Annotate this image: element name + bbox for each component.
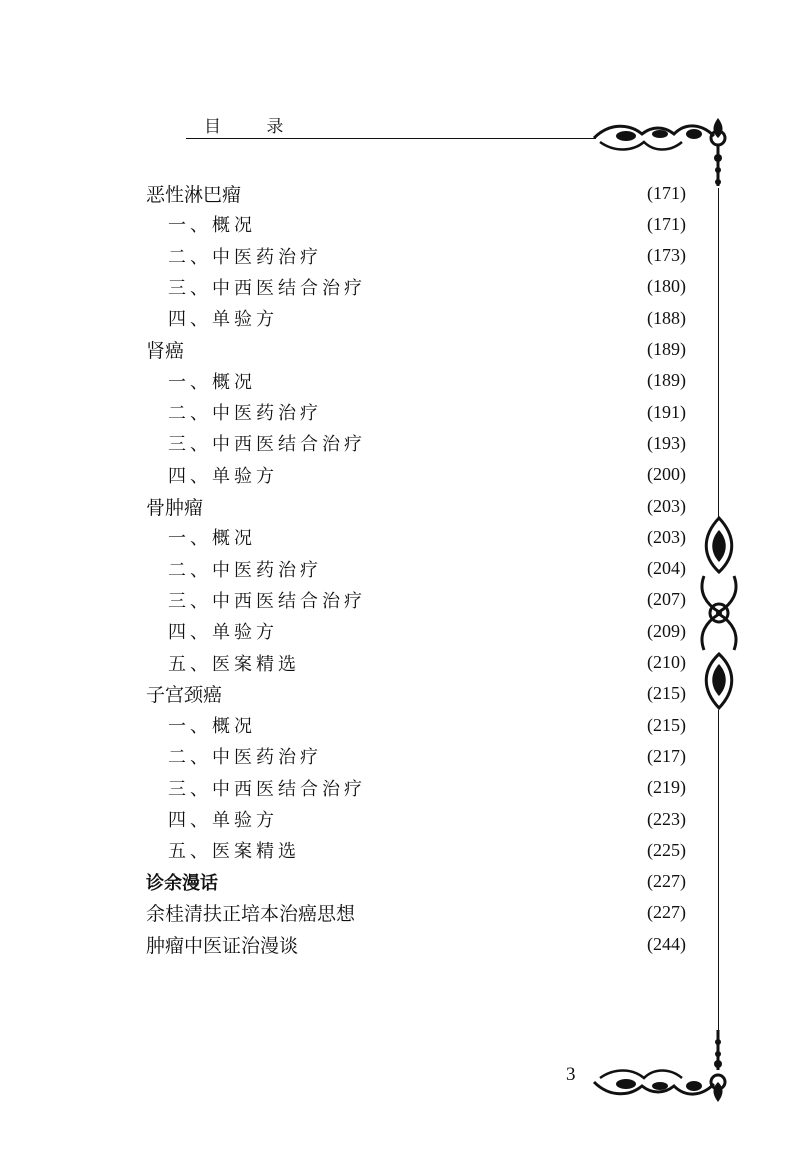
toc-entry-page: (189) <box>647 370 686 391</box>
toc-entry-page: (171) <box>647 213 686 234</box>
toc-entry[interactable] <box>0 616 800 646</box>
dot-leader <box>186 335 645 365</box>
page-number: 3 <box>566 1064 576 1085</box>
toc-entry-title: 四、单验方 <box>168 622 278 644</box>
dot-leader <box>302 835 645 865</box>
toc-entry-title: 三、中西医结合治疗 <box>168 434 366 456</box>
dot-leader <box>280 460 645 490</box>
dot-leader <box>258 209 645 239</box>
toc-entry[interactable] <box>0 303 800 333</box>
toc-entry[interactable] <box>0 710 800 740</box>
dot-leader <box>368 428 645 458</box>
toc-entry-title: 肿瘤中医证治漫谈 <box>146 934 299 957</box>
toc-entry-page: (188) <box>647 307 686 328</box>
toc-entry[interactable] <box>0 241 800 271</box>
toc-entry[interactable] <box>0 929 800 959</box>
toc-entry-title: 二、中医药治疗 <box>168 747 322 769</box>
toc-entry[interactable] <box>0 585 800 615</box>
toc-entry-page: (210) <box>647 652 686 672</box>
toc-entry-page: (200) <box>647 464 686 485</box>
dot-leader <box>368 773 645 803</box>
toc-entry-page: (193) <box>647 432 686 453</box>
dot-leader <box>368 585 645 615</box>
toc-entry-title: 四、单验方 <box>168 465 278 487</box>
toc-entry[interactable] <box>0 835 800 865</box>
toc-entry[interactable] <box>0 460 800 490</box>
toc-entry-page: (203) <box>647 495 686 516</box>
toc-entry[interactable] <box>0 272 800 302</box>
toc-entry-title: 三、中西医结合治疗 <box>168 590 366 612</box>
dot-leader <box>324 554 645 584</box>
toc-entry[interactable] <box>0 648 800 678</box>
dot-leader <box>302 648 645 678</box>
dot-leader <box>280 303 645 333</box>
toc-entry-title: 一、概况 <box>168 215 256 237</box>
dot-leader <box>258 710 645 740</box>
toc-entry[interactable] <box>0 773 800 803</box>
toc-entry[interactable] <box>0 209 800 239</box>
toc-entry-title: 五、医案精选 <box>168 841 300 863</box>
toc-entry[interactable] <box>0 867 800 897</box>
toc-entry-page: (173) <box>647 245 686 266</box>
dot-leader <box>280 616 645 646</box>
toc-entry-page: (207) <box>647 589 686 610</box>
toc-entry-title: 五、医案精选 <box>168 653 300 675</box>
toc-entry-title: 子宫颈癌 <box>146 684 223 707</box>
toc-entry[interactable] <box>0 491 800 521</box>
toc-entry-title: 一、概况 <box>168 371 256 393</box>
toc-entry[interactable] <box>0 804 800 834</box>
header-rule <box>186 138 596 139</box>
toc-entry-page: (203) <box>647 526 686 547</box>
toc-entry[interactable] <box>0 397 800 427</box>
toc-entry-title: 恶性淋巴瘤 <box>146 183 242 206</box>
toc-entry-title: 四、单验方 <box>168 810 278 831</box>
toc-entry-page: (223) <box>647 808 686 829</box>
toc-entry-page: (180) <box>647 276 686 297</box>
dot-leader <box>258 522 645 552</box>
toc-entry-title: 三、中西医结合治疗 <box>168 778 366 800</box>
toc-entry[interactable] <box>0 335 800 365</box>
dot-leader <box>324 741 645 771</box>
toc-entry[interactable] <box>0 178 800 208</box>
dot-leader <box>280 804 645 834</box>
toc-entry[interactable] <box>0 522 800 552</box>
header-title: 目 录 <box>204 117 304 137</box>
dot-leader <box>224 679 645 709</box>
toc-entry-title: 余桂清扶正培本治癌思想 <box>146 903 356 926</box>
toc-entry-page: (225) <box>647 839 686 860</box>
toc-entry-title: 一、概况 <box>168 528 256 550</box>
dot-leader <box>368 272 645 302</box>
toc-entry-title: 二、中医药治疗 <box>168 559 322 581</box>
toc-entry[interactable] <box>0 898 800 928</box>
toc-entry-title: 二、中医药治疗 <box>168 246 322 268</box>
dot-leader <box>243 178 645 208</box>
toc-entry-title: 肾癌 <box>146 340 185 362</box>
toc-entry[interactable] <box>0 428 800 458</box>
toc-entry-page: (204) <box>647 558 686 579</box>
dot-leader <box>324 241 645 271</box>
toc-entry-page: (217) <box>647 745 686 766</box>
toc-entry[interactable] <box>0 741 800 771</box>
toc-entry-title: 三、中西医结合治疗 <box>168 277 366 299</box>
dot-leader <box>324 397 645 427</box>
toc-entry-title: 诊余漫话 <box>146 872 218 894</box>
toc-entry-page: (215) <box>647 714 686 735</box>
corner-ornament-bottom <box>590 1030 740 1110</box>
dot-leader <box>258 366 645 396</box>
toc-entry-title: 骨肿瘤 <box>146 496 204 519</box>
toc-entry-page: (215) <box>647 683 686 704</box>
toc-entry-page: (209) <box>647 620 686 641</box>
dot-leader <box>357 898 645 928</box>
dot-leader <box>220 867 645 897</box>
toc-entry-title: 四、单验方 <box>168 309 278 331</box>
toc-entry-page: (189) <box>647 339 686 359</box>
dot-leader <box>205 491 645 521</box>
toc-entry-page: (171) <box>647 182 686 203</box>
toc-entry-title: 二、中医药治疗 <box>168 403 322 425</box>
toc-entry[interactable] <box>0 679 800 709</box>
toc-entry-title: 一、概况 <box>168 716 256 738</box>
toc-entry-page: (227) <box>647 871 686 892</box>
toc-entry-page: (227) <box>647 902 686 923</box>
toc-entry-page: (244) <box>647 933 686 954</box>
dot-leader <box>300 929 645 959</box>
toc-entry[interactable] <box>0 554 800 584</box>
toc-entry-page: (219) <box>647 777 686 798</box>
toc-entry-page: (191) <box>647 401 686 422</box>
toc-entry[interactable] <box>0 366 800 396</box>
